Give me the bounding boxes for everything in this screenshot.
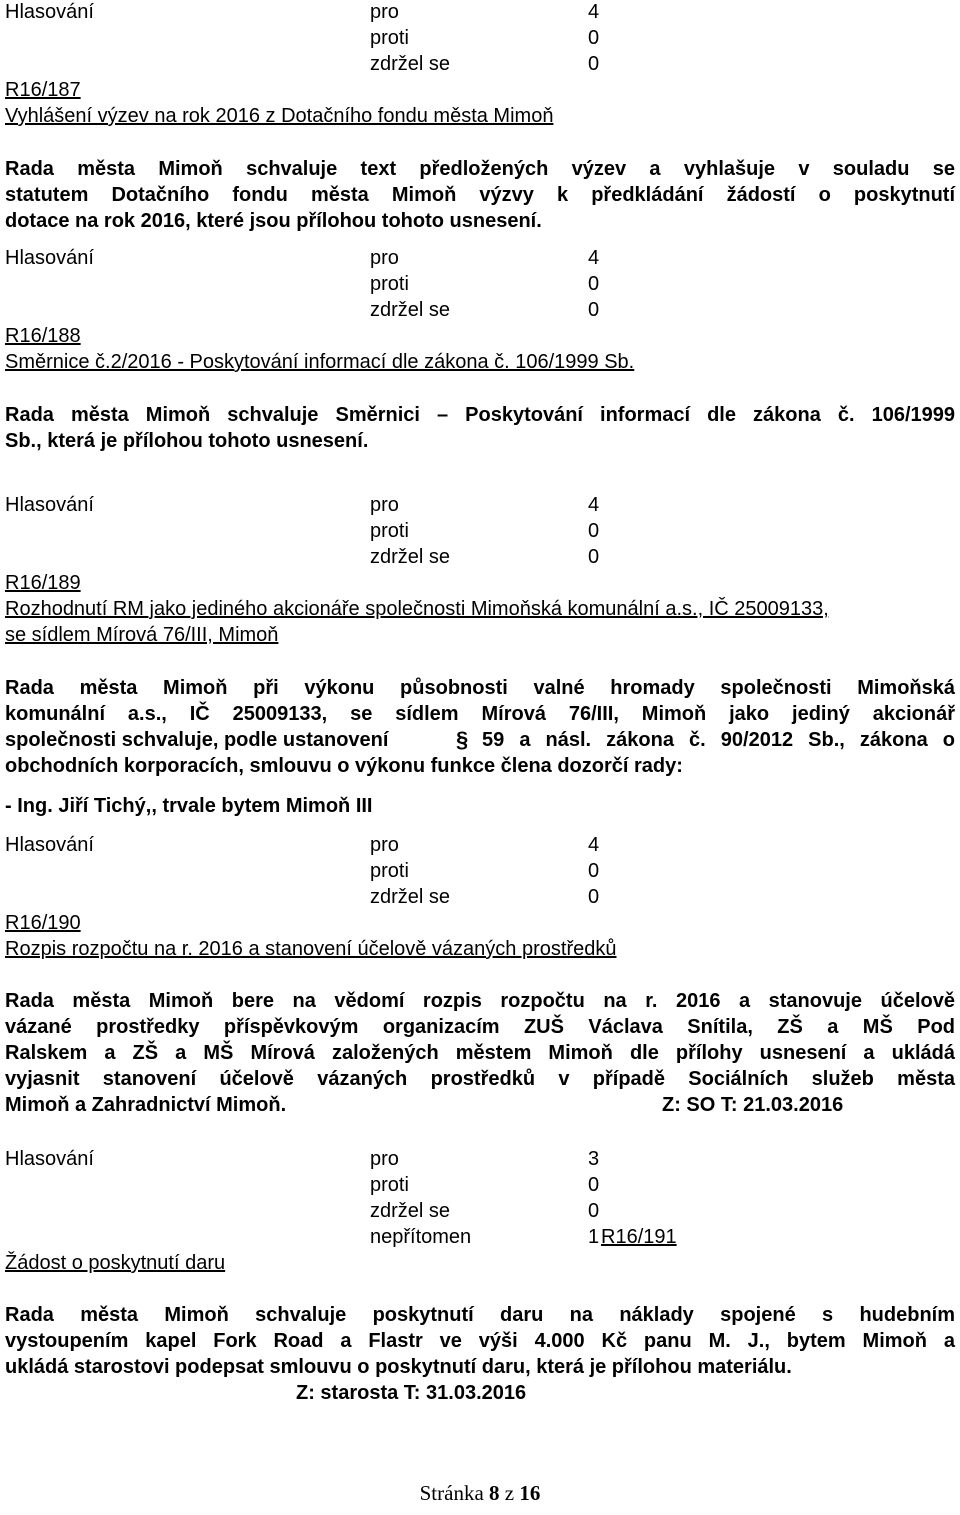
vote-proti-value: 0 [588,1174,600,1196]
resolution-body-line: Rada města Mimoň bere na vědomí rozpis rozpočtu na r. 2016 a stanovuje účelově [5,990,955,1012]
vote-pro-value: 4 [588,834,600,856]
vote-pro-label: pro [370,834,399,856]
resolution-number: R16/188 [5,325,81,347]
resolution-body-line: Rada města Mimoň schvaluje poskytnutí daru na náklady spojené s hudebním [5,1304,955,1326]
vote-proti-label: proti [370,27,409,49]
vote-proti-label: proti [370,860,409,882]
resolution-body-line: Rada města Mimoň schvaluje text předložených výzev a vyhlašuje v souladu se [5,158,955,180]
vote-title: Hlasování [5,1148,94,1170]
footer-prefix: Stránka [419,1481,484,1505]
vote-pro-value: 3 [588,1148,600,1170]
resolution-title: Směrnice č.2/2016 - Poskytování informací dle zákona č. 106/1999 Sb. [5,351,635,373]
vote-zdrzel-label: zdržel se [370,299,451,321]
vote-zdrzel-value: 0 [588,886,600,908]
resolution-deadline: Z: SO T: 21.03.2016 [662,1094,844,1116]
resolution-body-line: statutem Dotačního fondu města Mimoň výzvy k předkládání žádostí o poskytnutí [5,184,955,206]
resolution-body-line: ukládá starostovi podepsat smlouvu o poskytnutí daru, která je přílohou materiálu. [5,1356,792,1378]
vote-pro-label: pro [370,247,399,269]
page-footer [0,1481,960,1506]
resolution-body-line: vystoupením kapel Fork Road a Flastr ve výši 4.000 Kč panu M. J., bytem Mimoň a [5,1330,955,1352]
resolution-number: R16/187 [5,79,81,101]
vote-zdrzel-label: zdržel se [370,546,451,568]
vote-proti-label: proti [370,273,409,295]
vote-proti-value: 0 [588,273,600,295]
vote-pro-value: 4 [588,1,600,23]
vote-zdrzel-value: 0 [588,299,600,321]
vote-zdrzel-label: zdržel se [370,1200,451,1222]
resolution-title: se sídlem Mírová 76/III, Mimoň [5,624,279,646]
footer-page-number: 8 [489,1481,500,1505]
vote-proti-value: 0 [588,520,600,542]
footer-separator: z [504,1481,515,1505]
resolution-body-line: vázané prostředky příspěvkovým organizacím ZUŠ Václava Snítila, ZŠ a MŠ Pod [5,1016,955,1038]
vote-pro-value: 4 [588,494,600,516]
vote-proti-label: proti [370,1174,409,1196]
vote-proti-label: proti [370,520,409,542]
resolution-body-line: Rada města Mimoň schvaluje Směrnici – Poskytování informací dle zákona č. 106/1999 [5,404,955,426]
vote-title: Hlasování [5,247,94,269]
resolution-number: R16/189 [5,572,81,594]
resolution-body-line: Mimoň a Zahradnictví Mimoň. [5,1094,287,1116]
footer-page-total: 16 [519,1481,541,1505]
vote-title: Hlasování [5,494,94,516]
vote-nepritomen-value: 1 [588,1226,600,1248]
resolution-body-line: Sb., která je přílohou tohoto usnesení. [5,430,369,452]
paragraph-sign-icon: § [456,727,469,752]
vote-zdrzel-value: 0 [588,1200,600,1222]
vote-zdrzel-value: 0 [588,53,600,75]
vote-zdrzel-label: zdržel se [370,53,451,75]
resolution-body-line: - Ing. Jiří Tichý,, trvale bytem Mimoň III [5,795,373,817]
vote-pro-value: 4 [588,247,600,269]
resolution-body-line: společnosti schvaluje, podle ustanovení [5,729,389,751]
resolution-deadline: Z: starosta T: 31.03.2016 [296,1382,527,1404]
vote-proti-value: 0 [588,27,600,49]
vote-zdrzel-label: zdržel se [370,886,451,908]
resolution-body-line: Rada města Mimoň při výkonu působnosti valné hromady společnosti Mimoňská [5,677,955,699]
resolution-body-line: vyjasnit stanovení účelově vázaných prostředků v případě Sociálních služeb města [5,1068,955,1090]
vote-proti-value: 0 [588,860,600,882]
vote-nepritomen-label: nepřítomen [370,1226,472,1248]
resolution-body-line: 59 a násl. zákona č. 90/2012 Sb., zákona o [482,729,955,751]
resolution-body-line: dotace na rok 2016, které jsou přílohou tohoto usnesení. [5,210,542,232]
resolution-number: R16/191 [601,1226,677,1248]
resolution-body-line: komunální a.s., IČ 25009133, se sídlem Mírová 76/III, Mimoň jako jediný akcionář [5,703,955,725]
resolution-body-line: obchodních korporacích, smlouvu o výkonu funkce člena dozorčí rady: [5,755,683,777]
resolution-title: Vyhlášení výzev na rok 2016 z Dotačního fondu města Mimoň [5,105,554,127]
resolution-body-line: Ralskem a ZŠ a MŠ Mírová založených městem Mimoň dle přílohy usnesení a ukládá [5,1042,955,1064]
vote-pro-label: pro [370,1,399,23]
resolution-title: Žádost o poskytnutí daru [5,1252,226,1274]
vote-title: Hlasování [5,834,94,856]
resolution-title: Rozpis rozpočtu na r. 2016 a stanovení účelově vázaných prostředků [5,938,617,960]
vote-zdrzel-value: 0 [588,546,600,568]
vote-pro-label: pro [370,494,399,516]
resolution-number: R16/190 [5,912,81,934]
vote-title: Hlasování [5,1,94,23]
vote-pro-label: pro [370,1148,399,1170]
resolution-title: Rozhodnutí RM jako jediného akcionáře společnosti Mimoňská komunální a.s., IČ 25009133, [5,598,829,620]
